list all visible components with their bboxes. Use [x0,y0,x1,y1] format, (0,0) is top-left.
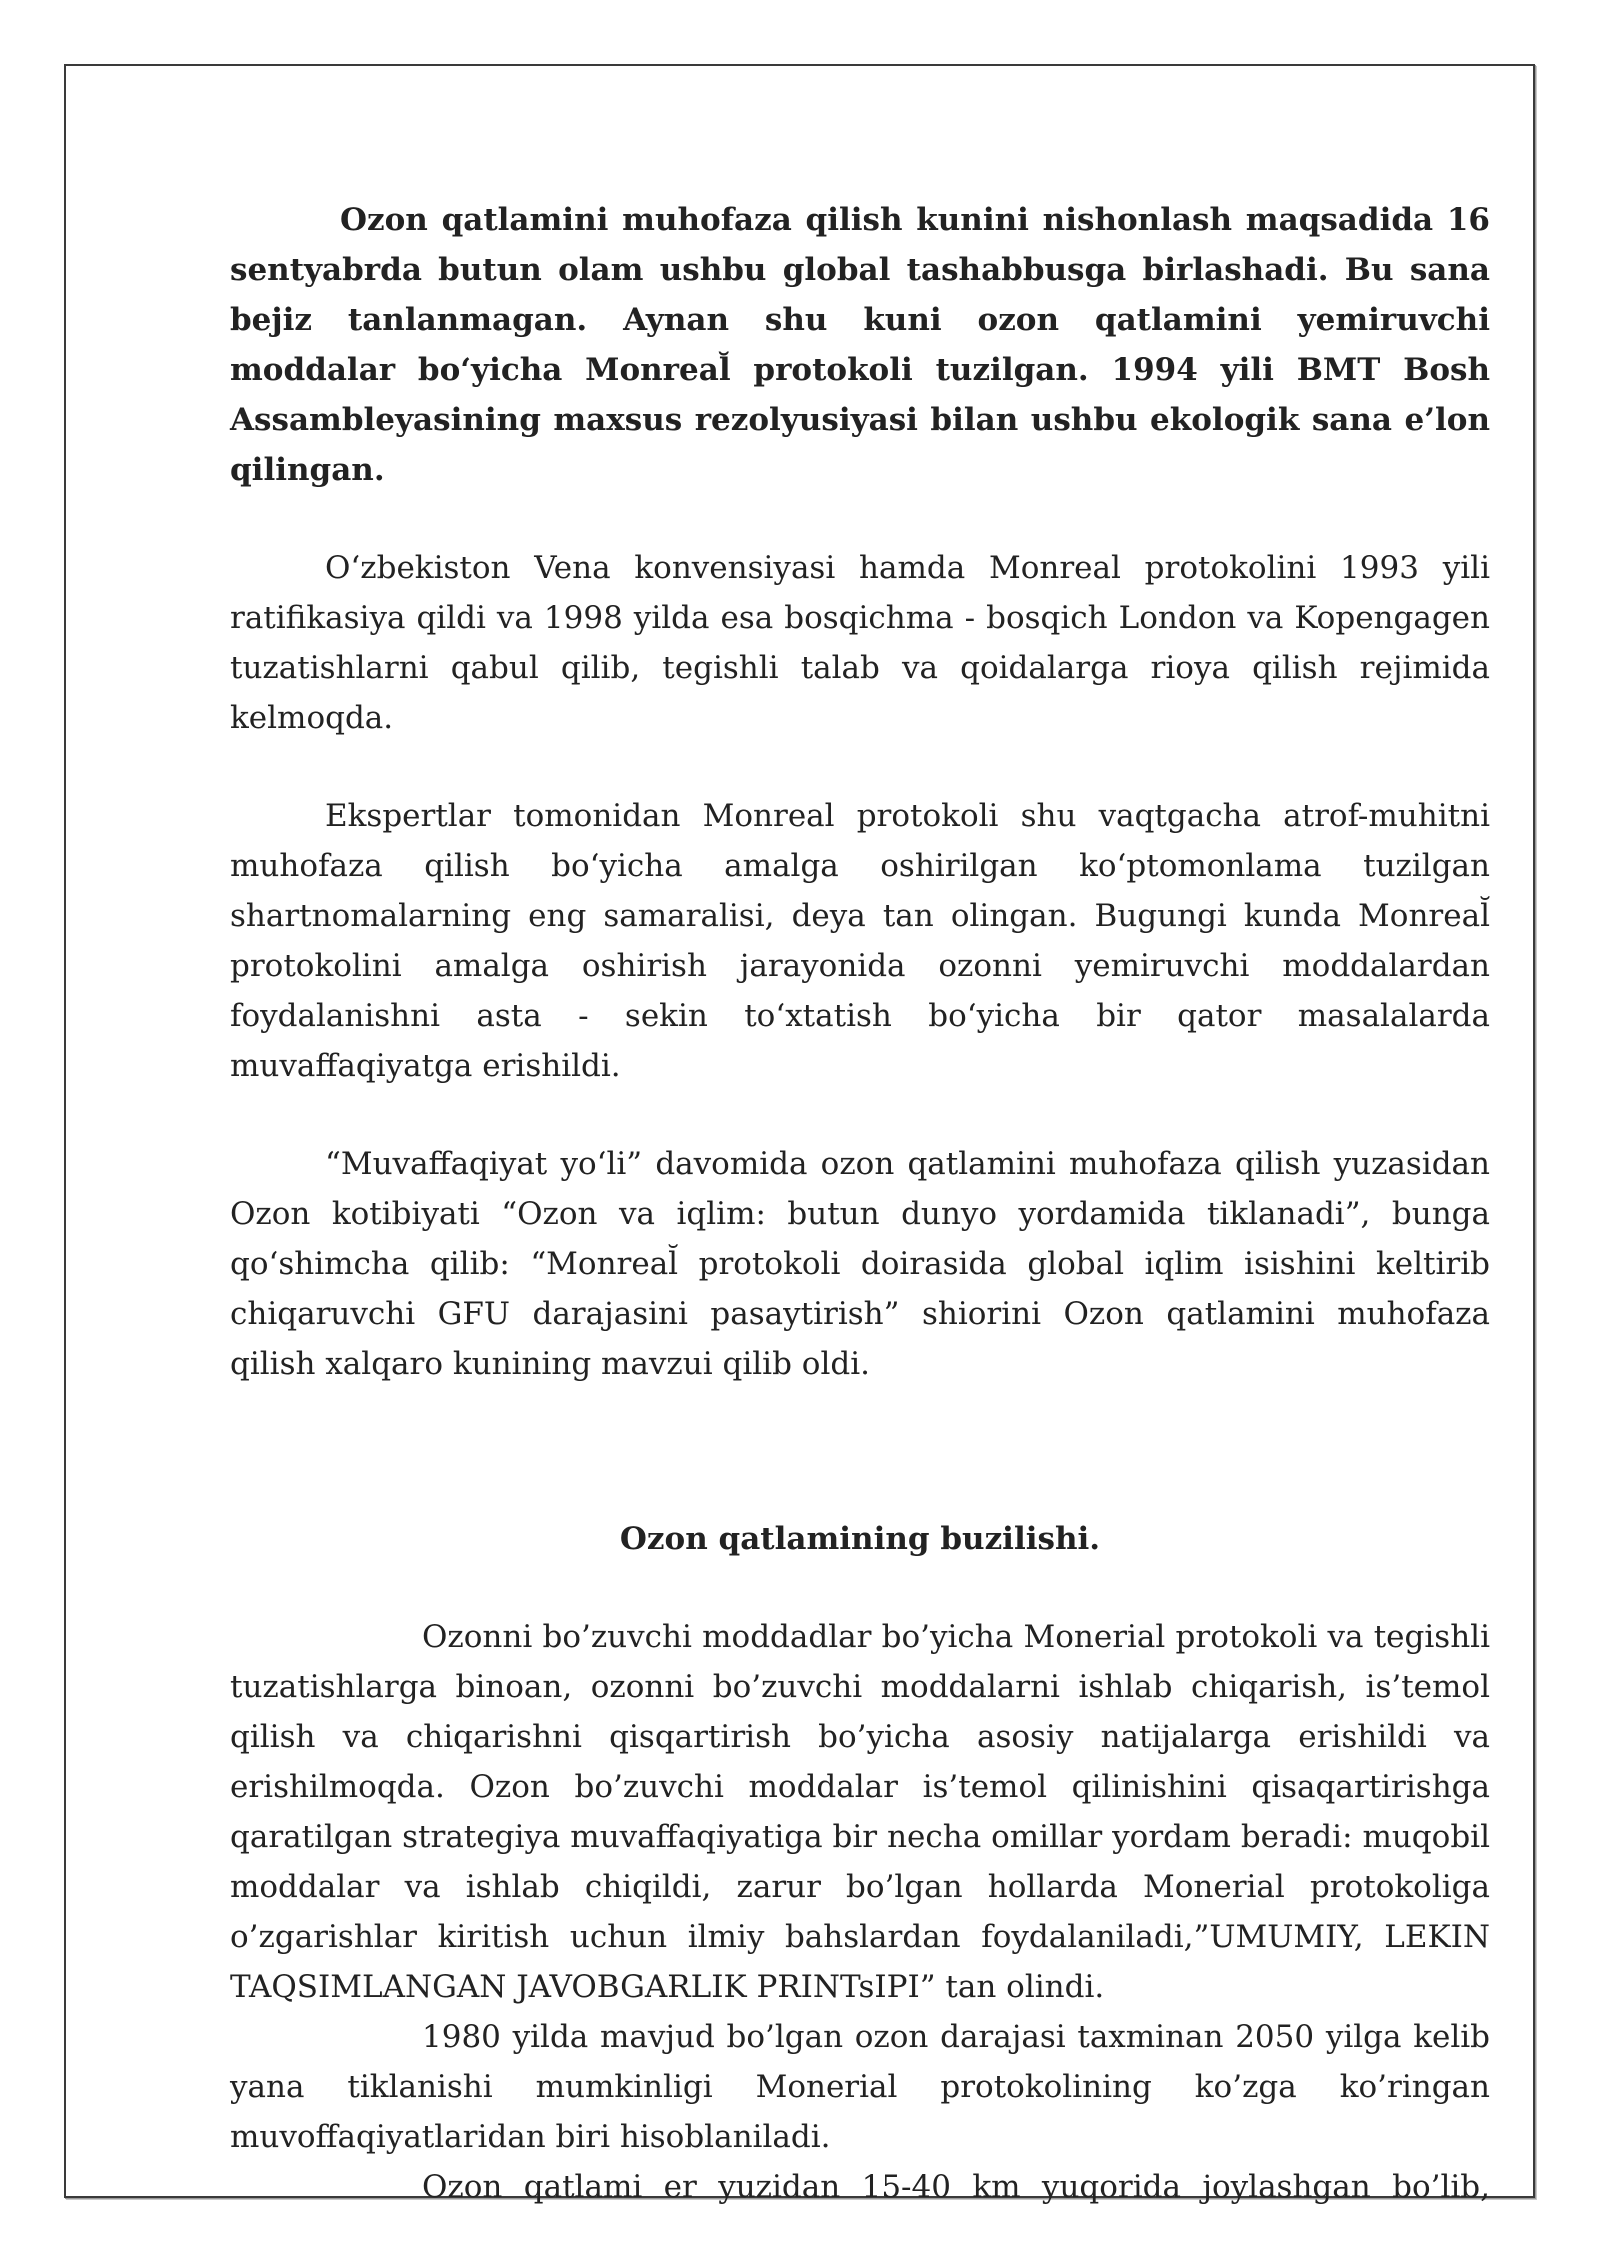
paragraph-ozone-layer-altitude: Ozon qatlami er yuzidan 15-40 km yuqorida joylashgan bo’lib, [422,2169,1490,2205]
paragraph-ozone-recovery: 1980 yilda mavjud bo’lgan ozon darajasi taxminan 2050 yilga kelib yana tiklanishi mumkinligi Monerial protokolining ko’zga ko’ringan muvoffaqiyatlaridan biri hisoblaniladi. [230,2019,1490,2155]
document-body [230,195,1490,2212]
paragraph-experts: Ekspertlar tomonidan Monreal protokoli shu vaqtgacha atrof-muhitni muhofaza qilish bo‘yicha amalga oshirilgan ko‘ptomonlama tuzilgan shartnomalarning eng samaralisi, deya tan olingan. Bugungi kunda Monreal̆ protokolini amalga oshirish jarayonida ozonni yemiruvchi moddalardan foydalanishni asta - sekin to‘xtatish bo‘yicha bir qator masalalarda muvaffaqiyatga erishildi. [230,798,1490,1084]
section-heading: Ozon qatlamining buzilishi. [619,1521,1101,1557]
intro-paragraph-bold: Ozon qatlamini muhofaza qilish kunini nishonlash maqsadida 16 sentyabrda butun olam ushbu global tashabbusga birlashadi. Bu sana bejiz tanlanmagan. Aynan shu kuni ozon qatlamini yemiruvchi moddalar bo‘yicha Monreal̆ protokoli tuzilgan. 1994 yili BMT Bosh Assambleyasining maxsus rezolyusiyasi bilan ushbu ekologik sana e’lon qilingan. [230,202,1490,488]
paragraph-success-path: “Muvaffaqiyat yo‘li” davomida ozon qatlamini muhofaza qilish yuzasidan Ozon kotibiyati “Ozon va iqlim: butun dunyo yordamida tiklanadi”, bunga qo‘shimcha qilib: “Monreal̆ protokoli doirasida global iqlim isishini keltirib chiqaruvchi GFU darajasini pasaytirish” shiorini Ozon qatlamini muhofaza qilish xalqaro kunining mavzui qilib oldi. [230,1146,1490,1382]
paragraph-monerial-protocol: Ozonni bo’zuvchi moddadlar bo’yicha Monerial protokoli va tegishli tuzatishlarga binoan, ozonni bo’zuvchi moddalarni ishlab chiqarish, is’temol qilish va chiqarishni qisqartirish bo’yicha asosiy natijalarga erishildi va erishilmoqda. Ozon bo’zuvchi moddalar is’temol qilinishini qisaqartirishga qaratilgan strategiya muvaffaqiyatiga bir necha omillar yordam beradi: muqobil moddalar va ishlab chiqildi, zarur bo’lgan hollarda Monerial protokoliga o’zgarishlar kiritish uchun ilmiy bahslardan foydalaniladi,”UMUMIY, LEKIN TAQSIMLANGAN JAVOBGARLIK PRINTsIPI” tan olindi. [230,1619,1490,2005]
paragraph-ratification: O‘zbekiston Vena konvensiyasi hamda Monreal protokolini 1993 yili ratifikasiya qildi va 1998 yilda esa bosqichma - bosqich London va Kopengagen tuzatishlarni qabul qilib, tegishli talab va qoidalarga rioya qilish rejimida kelmoqda. [230,550,1490,736]
